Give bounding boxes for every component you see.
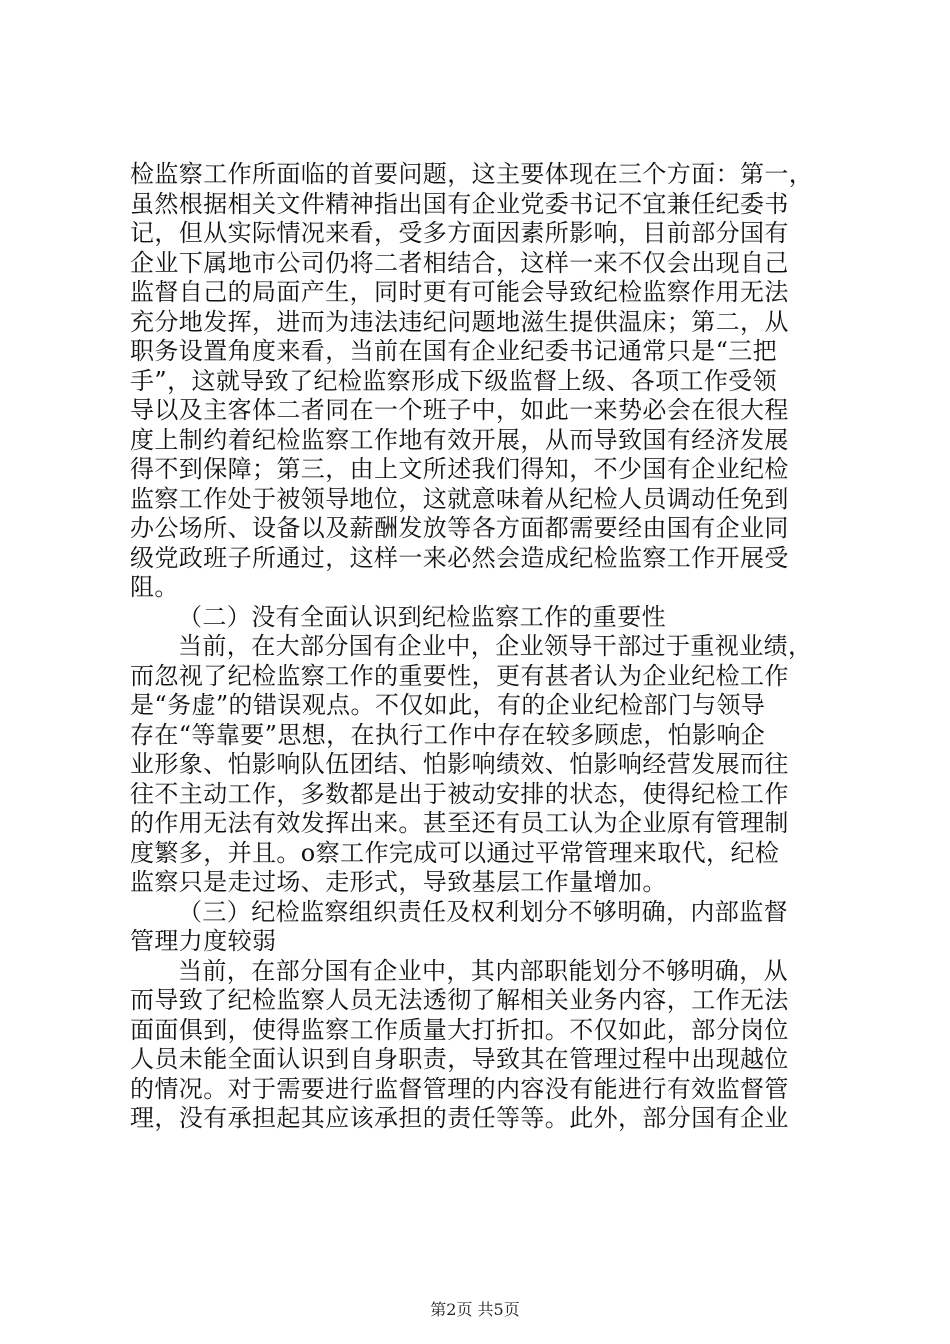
paragraph-first-line: 当前，在大部分国有企业中，企业领导干部过于重视业绩，: [178, 632, 813, 660]
text-line: 得不到保障；第三，由上文所述我们得知，不少国有企业纪检: [130, 455, 789, 483]
text-line: 监督自己的局面产生，同时更有可能会导致纪检监察作用无法: [130, 278, 789, 306]
text-line: 企业下属地市公司仍将二者相结合，这样一来不仅会出现自己: [130, 248, 789, 277]
page-number: 第2页 共5页: [430, 1300, 520, 1319]
text-line: 往不主动工作，多数都是出于被动安排的状态，使得纪检工作: [130, 779, 789, 808]
text-line: 人员未能全面认识到自身职责，导致其在管理过程中出现越位: [130, 1045, 789, 1073]
text-line: 的作用无法有效发挥出来。甚至还有员工认为企业原有管理制: [130, 809, 789, 837]
text-line: 导以及主客体二者同在一个班子中，如此一来势必会在很大程: [130, 396, 789, 424]
text-line: 级党政班子所通过，这样一来必然会造成纪检监察工作开展受: [130, 543, 789, 572]
text-line: 而导致了纪检监察人员无法透彻了解相关业务内容，工作无法: [130, 986, 789, 1014]
text-line: 度上制约着纪检监察工作地有效开展，从而导致国有经济发展: [130, 425, 789, 454]
text-line: 监察工作处于被领导地位，这就意味着从纪检人员调动任免到: [130, 484, 789, 513]
text-line: 监察只是走过场、走形式，导致基层工作量增加。: [130, 868, 667, 896]
paragraph-first-line: 当前，在部分国有企业中，其内部职能划分不够明确，从: [178, 956, 788, 985]
section-heading: （三）纪检监察组织责任及权利划分不够明确，内部监督: [178, 897, 788, 926]
section-heading-continued: 管理力度较弱: [130, 927, 277, 955]
document-body: [130, 160, 845, 1134]
text-line: 是“务虚”的错误观点。不仅如此，有的企业纪检部门与领导: [130, 691, 766, 719]
text-line: 面面俱到，使得监察工作质量大打折扣。不仅如此，部分岗位: [130, 1015, 789, 1044]
text-line: 职务设置角度来看，当前在国有企业纪委书记通常只是“三把: [130, 337, 778, 365]
text-line: 业形象、怕影响队伍团结、怕影响绩效、怕影响经营发展而往: [130, 750, 789, 778]
text-line: 充分地发挥，进而为违法违纪问题地滋生提供温床；第二，从: [130, 307, 789, 336]
text-line: 度繁多，并且。o察工作完成可以通过平常管理来取代，纪检: [130, 838, 780, 867]
text-line: 办公场所、设备以及薪酬发放等各方面都需要经由国有企业同: [130, 514, 789, 542]
text-line: 阻。: [130, 573, 179, 601]
text-line: 理，没有承担起其应该承担的责任等等。此外，部分国有企业: [130, 1104, 789, 1132]
text-line: 的情况。对于需要进行监督管理的内容没有能进行有效监督管: [130, 1074, 789, 1103]
text-line: 存在“等靠要”思想，在执行工作中存在较多顾虑，怕影响企: [130, 720, 766, 749]
text-line: 虽然根据相关文件精神指出国有企业党委书记不宜兼任纪委书: [130, 189, 789, 218]
page-footer: [0, 1300, 950, 1320]
section-heading: （二）没有全面认识到纪检监察工作的重要性: [178, 602, 666, 631]
text-line: 检监察工作所面临的首要问题，这主要体现在三个方面：第一，: [130, 160, 814, 188]
text-line: 手”，这就导致了纪检监察形成下级监督上级、各项工作受领: [130, 366, 778, 395]
text-line: 而忽视了纪检监察工作的重要性，更有甚者认为企业纪检工作: [130, 661, 789, 690]
text-line: 记，但从实际情况来看，受多方面因素所影响，目前部分国有: [130, 219, 789, 247]
